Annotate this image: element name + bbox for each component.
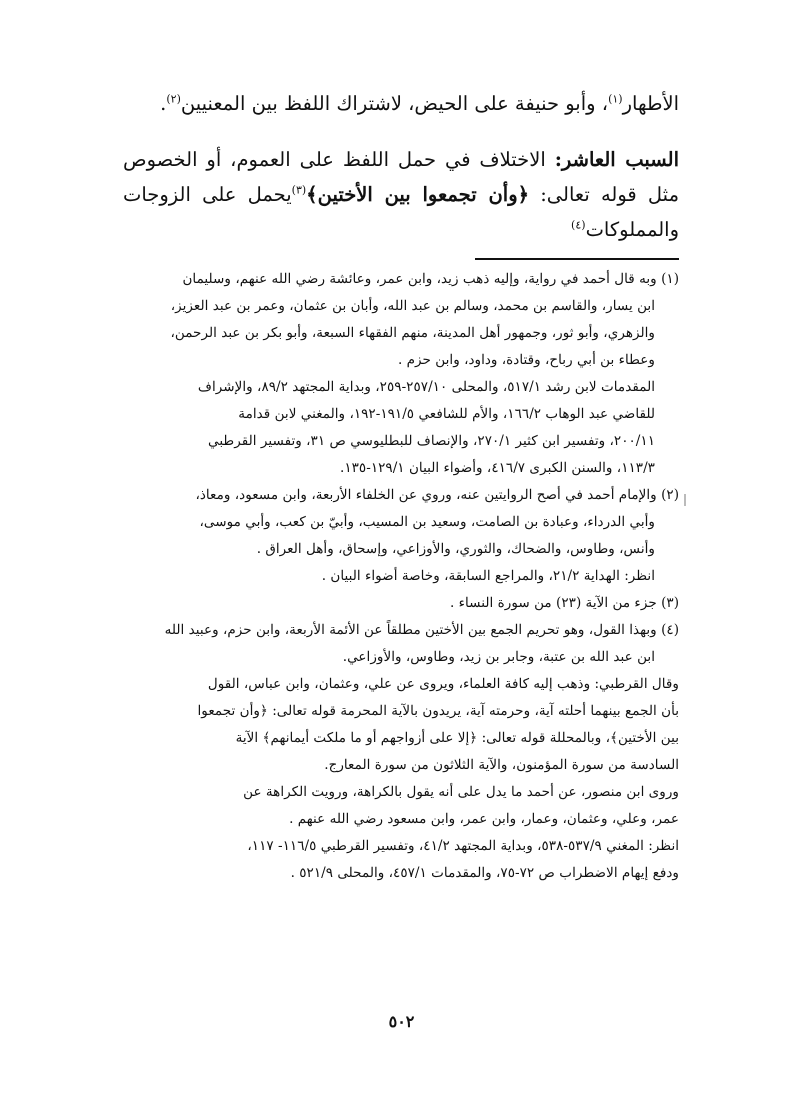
footnotes-section [129,266,679,887]
footnote-line: جزء من الآية (٢٣) من سورة النساء . [450,595,657,611]
body-text: الاختلاف في حمل اللفظ على العموم، أو الخصوص مثل قوله تعالى: [123,148,680,206]
footnote-line: والإمام أحمد في أصح الروايتين عنه، وروي عن الخلفاء الأربعة، وابن مسعود، ومعاذ، [195,487,657,503]
footnote-line: ودفع إيهام الاضطراب ص ٧٢-٧٥، والمقدمات ٤٥٧/١، والمحلى ٥٢١/٩ . [290,865,679,881]
body-text: . [160,92,167,115]
footnote-line: والزهري، وأبو ثور، وجمهور أهل المدينة، منهم الفقهاء السبعة، وأبو بكر بن عبد الرحمن، [170,325,655,341]
footnote-line: ابن عبد الله بن عتبة، وجابر بن زيد، وطاوس، والأوزاعي. [342,649,655,665]
footnote-line: بأن الجمع بينهما أحلته آية، وحرمته آية، يريدون بالآية المحرمة قوله تعالى: ﴿وأن تجمعوا [197,703,679,719]
footnote-number: (٣) [661,595,679,611]
footnote-line: انظر: المغني ٥٣٧/٩-٥٣٨، وبداية المجتهد ٤١/٢، وتفسير القرطبي ١١٦/٥- ١١٧، [247,838,679,854]
footnote-line: انظر: الهداية ٢١/٢، والمراجع السابقة، وخاصة أضواء البيان . [321,568,655,584]
body-text: الأطهار [622,92,679,115]
footnote-line: وبهذا القول، وهو تحريم الجمع بين الأختين مطلقاً عن الأئمة الأربعة، وابن حزم، وعبيد الله [164,622,657,638]
footnote-line: ١١٣/٣، والسنن الكبرى ٤١٦/٧، وأضواء البيان ١٢٩/١-١٣٥. [340,460,655,476]
footnote-line: السادسة من سورة المؤمنون، والآية الثلاثون من سورة المعارج. [324,757,679,773]
body-paragraph-reason [123,142,679,247]
footnote-line: للقاضي عبد الوهاب ١٦٦/٢، والأم للشافعي ١٩١/٥-١٩٢، والمغني لابن قدامة [238,406,655,422]
footnote-4 [129,617,679,887]
quran-verse: ﴿وأن تجمعوا بين الأختين﴾ [306,183,530,206]
footnote-line: وأبي الدرداء، وعبادة بن الصامت، وسعيد بن المسيب، وأبيّ بن كعب، وأبي موسى، [199,514,655,530]
footnote-line: وعطاء بن أبي رباح، وقتادة، وداود، وابن حزم . [398,352,655,368]
footnote-line: بين الأختين﴾، وبالمحللة قوله تعالى: ﴿إلا على أزواجهم أو ما ملكت أيمانهم﴾ الآية [235,730,679,746]
footnote-line: ابن يسار، والقاسم بن محمد، وسالم بن عبد الله، وأبان بن عثمان، وعمر بن عبد العزيز، [170,298,655,314]
footnote-line: ٢٠٠/١١، وتفسير ابن كثير ٢٧٠/١، والإنصاف للبطليوسي ص ٣١، وتفسير القرطبي [208,433,655,449]
footnote-line: وبه قال أحمد في رواية، وإليه ذهب زيد، وابن عمر، وعائشة رضي الله عنهم، وسليمان [182,271,657,287]
footnote-ref-3[interactable]: (٣) [291,183,307,197]
margin-mark [684,494,686,506]
footnote-number: (٢) [661,487,679,503]
footnote-line: وقال القرطبي: وذهب إليه كافة العلماء، ويروى عن علي، وعثمان، وابن عباس، القول [207,676,679,692]
footnote-line: عمر، وعلي، وعثمان، وعمار، وابن عمر، وابن مسعود رضي الله عنهم . [289,811,679,827]
footnote-ref-2[interactable]: (٢) [166,92,181,106]
footnote-number: (٤) [661,622,679,638]
footnote-ref-1[interactable]: (١) [608,92,623,106]
footnote-line: وروى ابن منصور، عن أحمد ما يدل على أنه يقول بالكراهة، ورويت الكراهة عن [243,784,679,800]
footnote-2 [129,482,679,590]
footnote-1 [129,266,679,482]
footnote-3 [129,590,679,617]
body-text: ، وأبو حنيفة على الحيض، لاشتراك اللفظ بين المعنيين [180,92,609,115]
footnote-number: (١) [661,271,679,287]
footnote-ref-4[interactable]: (٤) [571,218,586,232]
body-text: يحمل على الزوجات والمملوكات [123,183,679,241]
footnote-line: وأنس، وطاوس، والضحاك، والثوري، والأوزاعي، وإسحاق، وأهل العراق . [256,541,655,557]
footnote-line: المقدمات لابن رشد ٥١٧/١، والمحلى ٢٥٧/١٠-٢٥٩، وبداية المجتهد ٨٩/٢، والإشراف [197,379,655,395]
section-label: السبب العاشر: [554,148,679,171]
footnote-separator [475,258,679,260]
page-number: ٥٠٢ [388,1012,415,1031]
body-line-1 [123,86,679,121]
